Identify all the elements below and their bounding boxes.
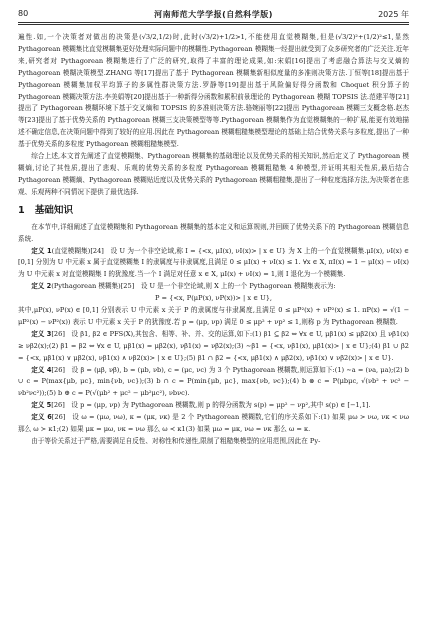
definition-text: [26] 设 p = (μp, νp) 为 Pythagorean 模糊数,则 p 的得分函数为 s(p) = μp² − νp²,其中 s(p) ∈ [−1,1]. [51, 401, 371, 410]
section-number: 1 [18, 204, 25, 216]
definition-text: [26] 设 β1, β2 ∈ PFS(X),其包含、相等、补、并、交的运算,如下:(1) β1 ⊆ β2 ⇔ ∀x ∈ U, μβ1(x) ≤ μβ2(x) 且 νβ1(x) ≥ νβ2(x);(2) β1 = β2 ⇔ ∀x ∈ U, μβ1(x) = μβ2(x), νβ1(x) = νβ2(x);(3) ∼β1 = {<x, νβ1(x), μβ1(x)> | x ∈ U};(4) β1 ∪ β2 = {<x, μβ1(x) ∨ μβ2(x), νβ1(x) ∧ νβ2(x)> | x ∈ U};(5) β1 ∩ β2 = {<x, μβ1(x) ∧ μβ2(x), νβ1(x) ∨ νβ2(x)> | x ∈ U}. [18, 329, 409, 362]
definition-label: 定义 3 [31, 329, 52, 338]
definition-5 [18, 400, 409, 412]
header-rule-bottom [18, 24, 409, 25]
page-number: 80 [18, 9, 29, 18]
header-rule-top [18, 22, 409, 23]
definition-text: [26] 设 ω = (μω, νω), κ = (μκ, νκ) 是 2 个 Pythagorean 模糊数,它们的序关系如下:(1) 如果 μω > νω, νκ < νω 那么 ω ≻ κ1;(2) 如果 μκ = μω, νκ = νω 那么 ω ≺ κ1(3) 如果 μω = μκ, νω = νκ 那么 ω = κ. [18, 413, 409, 434]
closing-paragraph: 由于等价关系过于严格,需要满足自反性、对称性和传递性,限制了粗糙集模型的应用范围,因此在 Py- [31, 437, 321, 445]
intro-paragraph: 遍性.如,一个决策者对做出的决策是(√3/2,1/2)时,此时(√3/2)+1/2>1,不能使用直觉模糊集,但是(√3/2)²+(1/2)²≤1,显然 Pythagorean 模糊集比直觉模糊集更好处理实际问题中的模糊性.Pythagorean 模糊集一经提出就受到了众多研究者的广泛关注.近年来,研究者对 Pythagorean 模糊集进行了广泛的研究,取得了丰富的理论成果,如:宋娟[16]提出了考虑融合算法与交叉熵的 Pythagorean 模糊决策模型.ZHANG 等[17]提出了基于 Pythagorean 模糊集新相似度量的多准则决策方法.丁恒等[18]提出基于 Pythagorean 模糊集加权平均算子的多属性群决策方法.罗静等[19]提出基于风险偏好得分函数和 Choquet 积分算子的 Pythagorean 模糊决策方法.李美娟等[20]提出基于一种新得分函数和累积前景理论的 Pythagorean 模糊 TOPSIS 法.范建平等[21]提出了 Pythagorean 模糊环境下基于交叉熵和 TOPSIS 的多准则决策方法.骆婉丽等[22]提出 Pythagorean 模糊三支概念格.赵杰等[23]提出了基于优势关系的 Pythagorean 模糊三支决策模型等等.Pythagorean 模糊集作为直觉模糊集的一种扩展,能更有效地描述不确定信息,在决策问题中得到了较好的应用.因此在 Pythagorean 模糊粗糙集模型理论的基础上结合优势关系与多粒度,提出了一种基于优势关系的多粒度 Pythagorean 模糊粗糙集模型. [18, 33, 409, 149]
definition-label: 定义 2 [31, 282, 52, 291]
definition-1 [18, 246, 409, 282]
definition-label: 定义 4 [31, 365, 52, 374]
definition-3 [18, 329, 409, 365]
equation: P = {<x, P(μP(x), νP(x))> | x ∈ U}, [154, 294, 273, 303]
intro-paragraph: 综合上述,本文首先阐述了直觉模糊集、Pythagorean 模糊集的基础理论以及优势关系的相关知识,然后定义了 Pythagorean 模糊熵,讨论了其性质,提出了悲观、乐观的优势关系的多粒度 Pythagorean 模糊粗糙集 4 种模型,并证明其相关性质,最后结合 Pythagorean 模糊熵、Pythagorean 模糊贴近度以及优势关系的 Pythagorean 模糊粗糙集,提出了一种粒度选择方法,为决策者在悲观、乐观两种不同情况下提供了最优选择. [18, 152, 409, 196]
page-header [18, 9, 409, 22]
definition-label: 定义 5 [31, 401, 52, 410]
definition-text: [26] 设 β = (μβ, νβ), b = (μb, νb), c = (μc, νc) 为 3 个 Pythagorean 模糊数,则运算如下:(1) ∼a = (νa, μa);(2) b ∪ c = P(max{μb, μc}, min{νb, νc});(3) b ∩ c = P(min{μb, μc}, max{νb, νc});(4) b ⊗ c = P(μbμc, √(νb² + νc² − νb²νc²));(5) b ⊕ c = P(√(μb² + μc² − μb²μc²), νbνc). [18, 365, 409, 398]
publication-year: 2025 年 [378, 10, 409, 19]
definition-label: 定义 6 [31, 413, 52, 422]
section-heading [18, 204, 409, 218]
definition-2 [18, 281, 409, 293]
journal-title: 河南师范大学学报(自然科学版) [154, 10, 273, 19]
article-body [18, 32, 409, 448]
section-intro: 在本节中,详细阐述了直觉模糊集和 Pythagorean 模糊集的基本定义和运算规则,并回顾了优势关系下的 Pythagorean 模糊信息系统. [18, 222, 409, 243]
definition-6 [18, 412, 409, 436]
definition-text: (Pythagorean 模糊集)[25] 设 U 是一个非空论域,则 X 上的一个 Pythagorean 模糊集表示为: [51, 282, 336, 291]
definition-label: 定义 1 [31, 246, 52, 255]
definition-text: (直觉模糊集)[24] 设 U 为一个非空论域,称 I = {<x, μI(x), νI(x)> | x ∈ U} 为 X 上的一个直觉模糊集.μI(x), νI(x) ∈ [0,1] 分别为 U 中元素 x 属于直觉模糊集 I 的隶属度与非隶属度,且满足 0 ≤ μI(x) + νI(x) ≤ 1. ∀x ∈ X, πI(x) = 1 − μI(x) − νI(x) 为 U 中元素 x 对直觉模糊集 I 的犹豫度.当一个 I 满足对任意 x ∈ X, μI(x) + νI(x) = 1,则 I 退化为一个模糊集. [18, 246, 409, 279]
definition-4 [18, 365, 409, 401]
section-title: 基础知识 [34, 204, 74, 216]
definition-continuation: 其中,μP(x), νP(x) ∈ [0,1] 分别表示 U 中元素 x 关于 P 的隶属度与非隶属度,且满足 0 ≤ μP²(x) + νP²(x) ≤ 1. πP(x) = √(1 − μP²(x) − νP²(x)) 表示 U 中元素 x 关于 P 的犹豫度.若 p = (μp, νp) 满足 0 ≤ μp² + νp² ≤ 1,则称 p 为 Pythagorean 模糊数. [18, 306, 409, 326]
